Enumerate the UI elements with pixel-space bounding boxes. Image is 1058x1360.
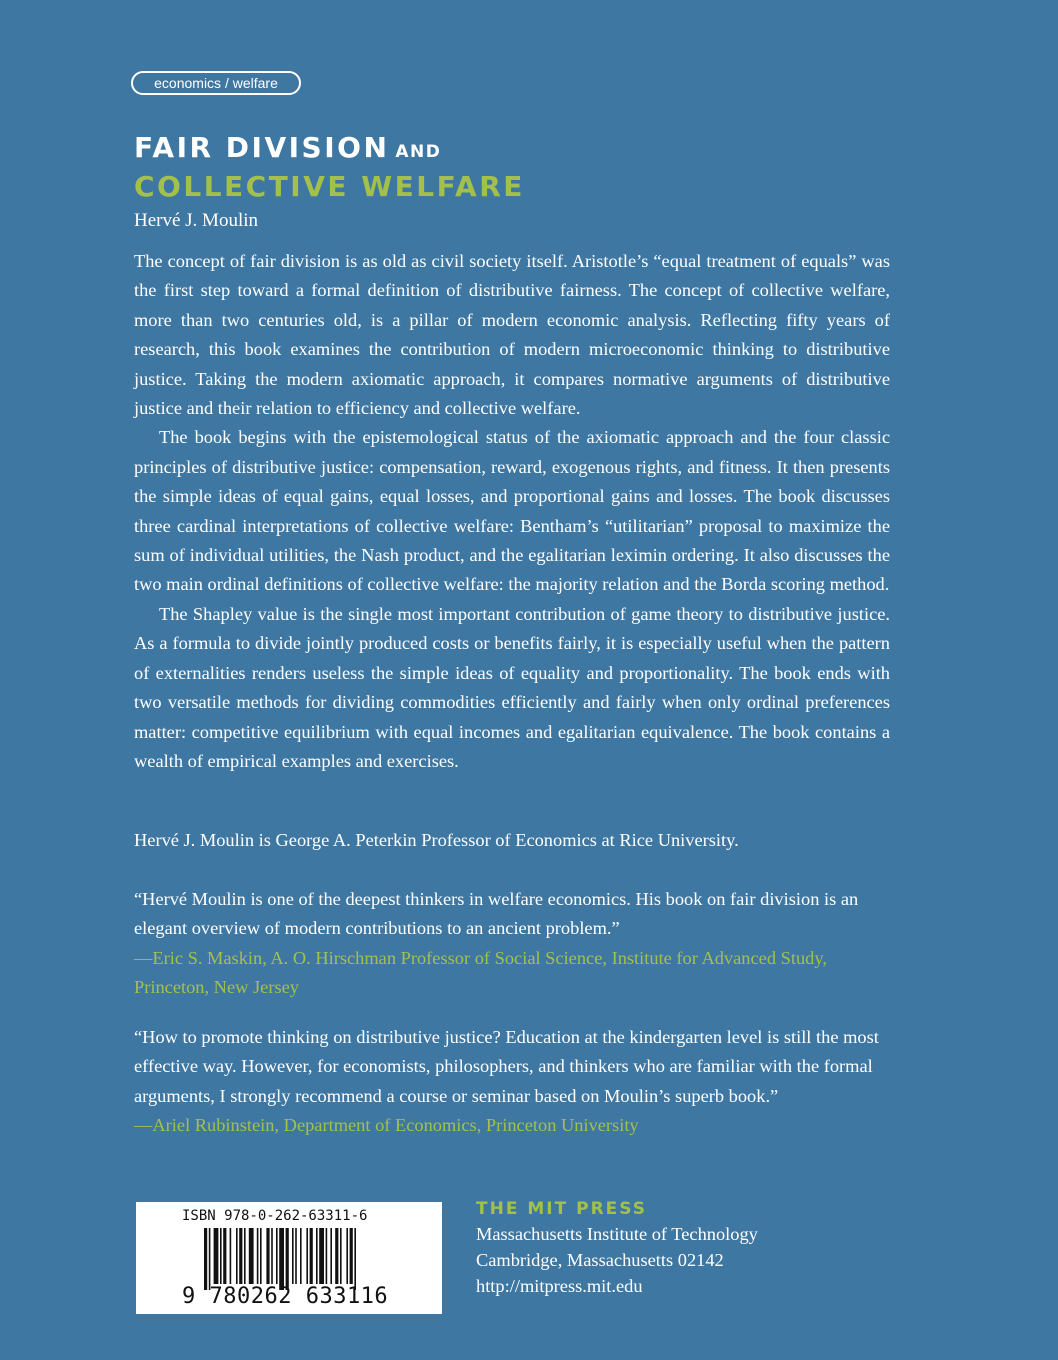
barcode-bar [279,1228,284,1290]
barcode-bar [214,1228,219,1284]
barcode-bar [209,1228,211,1290]
barcode-bar [306,1228,308,1284]
ean-digits: 9 780262 633116 [182,1284,389,1309]
endorsement-quote: “Hervé Moulin is one of the deepest thinkers in welfare economics. His book on fair division is an elegant overview of modern contributions to an ancient problem.” [134,889,859,939]
barcode-bar [286,1228,289,1290]
endorsement-quote: “How to promote thinking on distributive justice? Education at the kindergarten level is still the most effective way. However, for economists, philosophers, and thinkers who are familiar with the formal arguments, I strongly recommend a course or seminar based on Moulin’s superb book.” [134,1027,879,1106]
endorsement [134,1023,890,1141]
barcode-bar [239,1228,242,1284]
publisher-address-line: Cambridge, Massachusetts 02142 [476,1250,724,1270]
endorsement [134,885,890,1003]
barcode-bar [244,1228,246,1284]
author-name: Hervé J. Moulin [134,210,259,231]
barcode-bar [276,1228,278,1284]
barcode-bar [220,1228,222,1284]
title-and: AND [395,142,442,162]
description-paragraph: The Shapley value is the single most important contribution of game theory to distributive justice. As a formula to divide jointly produced costs or benefits fairly, it is especially useful when the pattern of externalities renders useless the simple ideas of equality and proportionality. The book ends with two versatile methods for dividing commodities efficiently and fairly when only ordinal preferences matter: competitive equilibrium with equal incomes and egalitarian equivalence. The book contains a wealth of empirical examples and exercises. [134,603,890,771]
barcode-bar [310,1228,313,1284]
barcode-bar [330,1228,332,1284]
barcode-bar [249,1228,254,1284]
barcode-bar [335,1228,338,1284]
barcode-bar [354,1228,356,1290]
barcode-bar [223,1228,226,1284]
book-description [134,247,890,776]
publisher-url: http://mitpress.mit.edu [476,1276,643,1296]
book-title-line2: COLLECTIVE WELFARE [134,170,525,203]
endorsement-attribution: —Ariel Rubinstein, Department of Economics, Princeton University [134,1115,639,1136]
endorsement-attribution: —Eric S. Maskin, A. O. Hirschman Professor of Social Science, Institute for Advanced Study, Princeton, New Jersey [134,947,827,998]
barcode-bar [204,1228,207,1290]
barcode-bar [266,1228,269,1284]
isbn-label: ISBN 978-0-262-63311-6 [182,1208,368,1224]
title-fair-division: FAIR DIVISION [134,131,390,164]
description-paragraph: The book begins with the epistemological status of the axiomatic approach and the four classic principles of distributive justice: compensation, reward, exogenous rights, and fitness. It then presents the simple ideas of equal gains, equal losses, and proportional gains and losses. The book discusses three cardinal interpretations of collective welfare: Bentham’s “utilitarian” proposal to maximize the sum of individual utilities, the Nash product, and the egalitarian leximin ordering. It also discusses the two main ordinal definitions of collective welfare: the majority relation and the Borda scoring method. [134,427,890,595]
barcode-bar [326,1228,328,1284]
barcode-bar [346,1228,348,1284]
barcode-bar [350,1228,353,1284]
publisher-block [476,1197,758,1299]
barcode-bar [295,1228,297,1284]
publisher-name: THE MIT PRESS [476,1199,647,1219]
author-bio: Hervé J. Moulin is George A. Peterkin Professor of Economics at Rice University. [134,830,739,850]
barcode-bar [300,1228,302,1284]
barcode-bar [260,1228,262,1284]
isbn-barcode [136,1202,442,1314]
barcode-bar [340,1228,342,1284]
barcode-bar [316,1228,318,1284]
publisher-address-line: Massachusetts Institute of Technology [476,1224,758,1244]
barcode-bar [271,1228,273,1284]
barcode-bar [236,1228,238,1284]
barcode-bar [319,1228,324,1284]
barcode-bar [230,1228,232,1284]
category-tag: economics / welfare [131,71,301,95]
description-paragraph: The concept of fair division is as old as civil society itself. Aristotle’s “equal treatment of equals” was the first step toward a formal definition of distributive fairness. The concept of collective welfare, more than two centuries old, is a pillar of modern economic analysis. Reflecting fifty years of research, this book examines the contribution of modern microeconomic thinking to distributive justice. Taking the modern axiomatic approach, it compares normative arguments of distributive justice and their relation to efficiency and collective welfare. [134,251,890,419]
book-title-line1 [134,131,441,169]
barcode-bar [257,1228,259,1284]
barcode-bar [292,1228,294,1284]
